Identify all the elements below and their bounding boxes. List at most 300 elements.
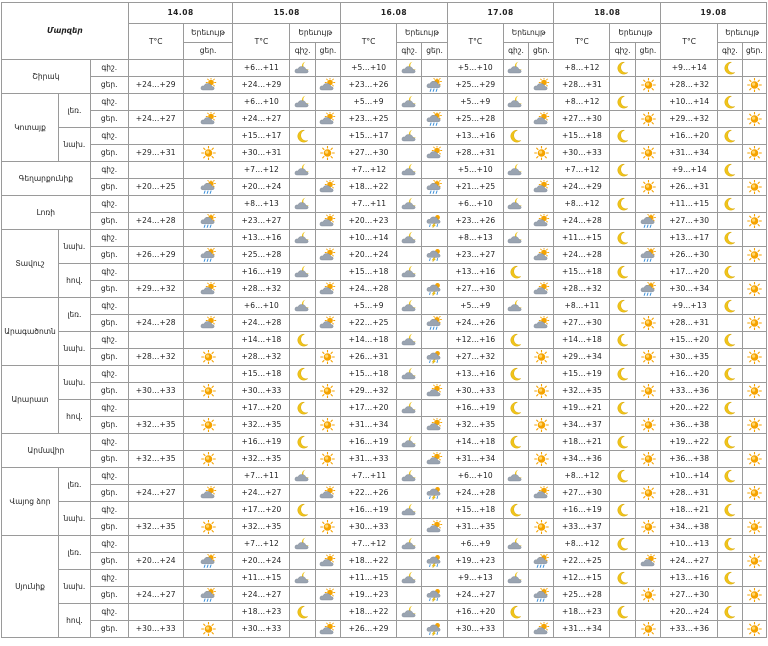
cloud-sun-rain-icon — [533, 590, 550, 599]
night-icon-cell — [397, 536, 422, 553]
sun-icon — [200, 522, 217, 531]
thunderstorm-icon — [426, 352, 443, 361]
region-name: Արագածոտն — [2, 298, 59, 366]
temperature-cell: +18…+22 — [341, 179, 397, 196]
empty-icon-cell — [183, 604, 233, 621]
thunderstorm-icon — [426, 624, 443, 633]
night-icon-cell — [718, 536, 742, 553]
temp-header: T°C — [554, 24, 610, 60]
sun-icon — [640, 624, 657, 633]
moon-icon — [507, 335, 524, 344]
empty-icon-cell — [290, 111, 315, 128]
partly-cloudy-night-icon — [401, 267, 418, 276]
moon-icon — [614, 335, 631, 344]
day-icon-cell — [315, 179, 340, 196]
temperature-cell: +34…+36 — [554, 451, 610, 468]
temperature-cell — [128, 468, 183, 485]
empty-icon-cell — [183, 94, 233, 111]
temperature-cell: +15…+17 — [233, 128, 290, 145]
time-of-day: ցեր. — [90, 553, 128, 570]
partly-cloudy-day-icon — [426, 420, 443, 429]
sun-icon — [746, 284, 763, 293]
empty-icon-cell — [183, 570, 233, 587]
day-icon-cell — [635, 621, 660, 638]
partly-cloudy-night-icon — [401, 199, 418, 208]
temperature-cell: +24…+26 — [447, 315, 503, 332]
day-icon-cell — [635, 519, 660, 536]
moon-icon — [614, 505, 631, 514]
moon-icon — [294, 505, 311, 514]
moon-icon — [721, 369, 738, 378]
temperature-cell: +32…+35 — [128, 451, 183, 468]
time-of-day: ցեր. — [90, 77, 128, 94]
temperature-cell: +18…+23 — [233, 604, 290, 621]
night-icon-cell — [290, 536, 315, 553]
empty-icon-cell — [718, 315, 742, 332]
table-row — [2, 587, 767, 604]
temperature-cell: +8…+12 — [554, 94, 610, 111]
moon-icon — [721, 63, 738, 72]
zone-label: հով. — [59, 264, 91, 298]
empty-icon-cell — [503, 587, 528, 604]
zone-label: նախ. — [59, 332, 91, 366]
temperature-cell: +22…+25 — [554, 553, 610, 570]
temperature-cell: +33…+37 — [554, 519, 610, 536]
day-icon-cell — [742, 519, 766, 536]
table-row — [2, 315, 767, 332]
night-icon-cell — [610, 94, 635, 111]
empty-icon-cell — [503, 145, 528, 162]
empty-icon-cell — [742, 332, 766, 349]
empty-icon-cell — [315, 230, 340, 247]
empty-icon-cell — [503, 553, 528, 570]
temperature-cell: +24…+28 — [554, 213, 610, 230]
zone-label: նախ. — [59, 366, 91, 400]
temperature-cell: +32…+35 — [128, 417, 183, 434]
temperature-cell: +14…+18 — [233, 332, 290, 349]
night-icon-cell — [290, 196, 315, 213]
night-subheader: գիշ. — [397, 43, 422, 60]
temperature-cell: +5…+9 — [341, 94, 397, 111]
night-icon-cell — [397, 298, 422, 315]
partly-cloudy-day-icon — [640, 556, 657, 565]
night-icon-cell — [718, 570, 742, 587]
moon-icon — [294, 403, 311, 412]
empty-icon-cell — [635, 536, 660, 553]
date-header: 14.08 — [128, 3, 233, 24]
partly-cloudy-day-icon — [426, 148, 443, 157]
day-icon-cell — [742, 77, 766, 94]
day-icon-cell — [315, 451, 340, 468]
partly-cloudy-day-icon — [200, 114, 217, 123]
partly-cloudy-day-icon — [319, 590, 336, 599]
night-icon-cell — [610, 264, 635, 281]
temperature-cell: +15…+18 — [233, 366, 290, 383]
temperature-cell: +21…+25 — [447, 179, 503, 196]
temperature-cell: +7…+11 — [341, 196, 397, 213]
cloud-sun-rain-icon — [640, 284, 657, 293]
day-icon-cell — [742, 587, 766, 604]
day-icon-cell — [183, 553, 233, 570]
night-icon-cell — [718, 162, 742, 179]
sun-icon — [746, 250, 763, 259]
region-name: Լոռի — [2, 196, 91, 230]
temperature-cell: +23…+27 — [233, 213, 290, 230]
empty-icon-cell — [183, 400, 233, 417]
zone-label: նախ. — [59, 230, 91, 264]
temperature-cell: +5…+9 — [447, 298, 503, 315]
empty-icon-cell — [742, 502, 766, 519]
empty-icon-cell — [290, 519, 315, 536]
empty-icon-cell — [718, 553, 742, 570]
moon-icon — [614, 539, 631, 548]
thunderstorm-icon — [426, 284, 443, 293]
moon-icon — [721, 403, 738, 412]
temperature-cell: +13…+16 — [661, 570, 718, 587]
empty-icon-cell — [315, 60, 340, 77]
day-icon-cell — [635, 281, 660, 298]
empty-icon-cell — [610, 587, 635, 604]
temp-header: T°C — [447, 24, 503, 60]
temperature-cell: +28…+31 — [554, 77, 610, 94]
night-icon-cell — [718, 366, 742, 383]
day-icon-cell — [183, 315, 233, 332]
night-icon-cell — [503, 434, 528, 451]
temperature-cell: +16…+19 — [341, 502, 397, 519]
empty-icon-cell — [397, 179, 422, 196]
empty-icon-cell — [422, 502, 447, 519]
night-icon-cell — [290, 332, 315, 349]
empty-icon-cell — [635, 400, 660, 417]
temperature-cell — [128, 264, 183, 281]
sun-icon — [746, 352, 763, 361]
temperature-cell: +11…+15 — [233, 570, 290, 587]
night-icon-cell — [718, 434, 742, 451]
empty-icon-cell — [529, 604, 554, 621]
temperature-cell: +16…+20 — [661, 128, 718, 145]
moon-icon — [614, 199, 631, 208]
empty-icon-cell — [397, 315, 422, 332]
empty-icon-cell — [718, 587, 742, 604]
temperature-cell: +24…+27 — [128, 485, 183, 502]
night-icon-cell — [610, 230, 635, 247]
temperature-cell: +6…+11 — [233, 60, 290, 77]
date-header: 15.08 — [233, 3, 341, 24]
temperature-cell: +15…+17 — [341, 128, 397, 145]
temperature-cell: +23…+27 — [447, 247, 503, 264]
empty-icon-cell — [183, 536, 233, 553]
empty-icon-cell — [635, 230, 660, 247]
sun-icon — [533, 352, 550, 361]
temperature-cell: +6…+10 — [233, 94, 290, 111]
empty-icon-cell — [529, 230, 554, 247]
day-icon-cell — [422, 145, 447, 162]
empty-icon-cell — [718, 77, 742, 94]
temperature-cell: +5…+10 — [341, 60, 397, 77]
sun-icon — [319, 148, 336, 157]
day-icon-cell — [742, 451, 766, 468]
empty-icon-cell — [183, 264, 233, 281]
day-icon-cell — [183, 213, 233, 230]
empty-icon-cell — [422, 196, 447, 213]
partly-cloudy-day-icon — [426, 386, 443, 395]
temperature-cell — [128, 128, 183, 145]
temperature-cell: +24…+29 — [233, 77, 290, 94]
temperature-cell: +28…+31 — [661, 315, 718, 332]
partly-cloudy-night-icon — [294, 199, 311, 208]
temperature-cell: +24…+28 — [128, 315, 183, 332]
temperature-cell: +17…+20 — [233, 400, 290, 417]
empty-icon-cell — [422, 536, 447, 553]
night-icon-cell — [503, 400, 528, 417]
empty-icon-cell — [742, 196, 766, 213]
temperature-cell: +25…+28 — [447, 111, 503, 128]
temperature-cell: +10…+14 — [661, 468, 718, 485]
day-icon-cell — [529, 553, 554, 570]
empty-icon-cell — [422, 332, 447, 349]
sun-icon — [640, 386, 657, 395]
night-icon-cell — [503, 162, 528, 179]
day-icon-cell — [742, 179, 766, 196]
empty-icon-cell — [503, 621, 528, 638]
table-row — [2, 111, 767, 128]
time-of-day: գիշ. — [90, 230, 128, 247]
empty-icon-cell — [529, 570, 554, 587]
day-icon-cell — [529, 145, 554, 162]
temperature-cell: +20…+25 — [128, 179, 183, 196]
day-icon-cell — [742, 145, 766, 162]
day-icon-cell — [529, 281, 554, 298]
temperature-cell: +14…+18 — [554, 332, 610, 349]
partly-cloudy-day-icon — [200, 488, 217, 497]
day-icon-cell — [183, 519, 233, 536]
empty-icon-cell — [718, 519, 742, 536]
empty-icon-cell — [635, 162, 660, 179]
table-title: Մարզեր — [2, 3, 129, 60]
date-header: 19.08 — [661, 3, 767, 24]
temperature-cell: +10…+14 — [661, 94, 718, 111]
zone-label: լեռ. — [59, 298, 91, 332]
temperature-cell — [128, 502, 183, 519]
empty-icon-cell — [422, 366, 447, 383]
cloud-sun-rain-icon — [200, 250, 217, 259]
day-icon-cell — [635, 451, 660, 468]
partly-cloudy-night-icon — [401, 165, 418, 174]
forecast-page — [0, 2, 768, 646]
partly-cloudy-night-icon — [507, 165, 524, 174]
night-icon-cell — [290, 468, 315, 485]
table-row — [2, 417, 767, 434]
sun-icon — [200, 148, 217, 157]
night-icon-cell — [503, 264, 528, 281]
night-icon-cell — [397, 332, 422, 349]
temperature-cell: +23…+26 — [341, 77, 397, 94]
day-icon-cell — [635, 587, 660, 604]
temperature-cell: +20…+24 — [233, 179, 290, 196]
empty-icon-cell — [397, 145, 422, 162]
temperature-cell: +25…+28 — [554, 587, 610, 604]
temperature-cell: +15…+18 — [554, 128, 610, 145]
temperature-cell: +24…+27 — [447, 587, 503, 604]
night-icon-cell — [718, 60, 742, 77]
night-icon-cell — [503, 94, 528, 111]
temperature-cell — [128, 400, 183, 417]
empty-icon-cell — [315, 94, 340, 111]
empty-icon-cell — [529, 502, 554, 519]
temperature-cell: +22…+26 — [341, 485, 397, 502]
table-row — [2, 213, 767, 230]
night-icon-cell — [397, 400, 422, 417]
empty-icon-cell — [422, 298, 447, 315]
temperature-cell: +30…+35 — [661, 349, 718, 366]
temperature-cell: +30…+31 — [233, 145, 290, 162]
day-icon-cell — [529, 77, 554, 94]
temperature-cell: +23…+26 — [447, 213, 503, 230]
temperature-cell: +32…+35 — [233, 451, 290, 468]
cloud-sun-rain-icon — [640, 216, 657, 225]
day-icon-cell — [315, 417, 340, 434]
empty-icon-cell — [610, 553, 635, 570]
night-icon-cell — [397, 94, 422, 111]
night-icon-cell — [610, 60, 635, 77]
night-icon-cell — [503, 128, 528, 145]
temperature-cell: +16…+20 — [661, 366, 718, 383]
temperature-cell: +26…+31 — [661, 179, 718, 196]
day-icon-cell — [422, 383, 447, 400]
partly-cloudy-day-icon — [533, 488, 550, 497]
night-icon-cell — [610, 570, 635, 587]
empty-icon-cell — [315, 536, 340, 553]
day-icon-cell — [635, 417, 660, 434]
temperature-cell: +26…+30 — [661, 247, 718, 264]
phenomena-header: Երեւույթ — [503, 24, 554, 43]
temperature-cell: +15…+18 — [341, 366, 397, 383]
empty-icon-cell — [635, 128, 660, 145]
empty-icon-cell — [503, 349, 528, 366]
temperature-cell: +18…+22 — [341, 553, 397, 570]
sun-icon — [746, 182, 763, 191]
empty-icon-cell — [183, 332, 233, 349]
empty-icon-cell — [397, 587, 422, 604]
empty-icon-cell — [397, 417, 422, 434]
empty-icon-cell — [422, 60, 447, 77]
moon-icon — [507, 369, 524, 378]
day-icon-cell — [315, 485, 340, 502]
empty-icon-cell — [503, 451, 528, 468]
temperature-cell: +6…+10 — [447, 468, 503, 485]
day-icon-cell — [422, 111, 447, 128]
day-subheader: ցեր. — [183, 43, 233, 60]
empty-icon-cell — [635, 298, 660, 315]
day-icon-cell — [183, 621, 233, 638]
day-icon-cell — [635, 553, 660, 570]
time-of-day: գիշ. — [90, 536, 128, 553]
empty-icon-cell — [635, 366, 660, 383]
sun-icon — [640, 352, 657, 361]
empty-icon-cell — [742, 434, 766, 451]
phenomena-header: Երեւույթ — [718, 24, 767, 43]
night-icon-cell — [718, 128, 742, 145]
moon-icon — [721, 233, 738, 242]
table-row — [2, 179, 767, 196]
night-icon-cell — [718, 502, 742, 519]
date-header: 18.08 — [554, 3, 661, 24]
day-icon-cell — [183, 417, 233, 434]
table-row — [2, 196, 767, 213]
partly-cloudy-night-icon — [294, 63, 311, 72]
temperature-cell: +31…+34 — [341, 417, 397, 434]
night-icon-cell — [397, 366, 422, 383]
day-icon-cell — [635, 485, 660, 502]
empty-icon-cell — [397, 485, 422, 502]
table-row — [2, 162, 767, 179]
empty-icon-cell — [718, 111, 742, 128]
time-of-day: ցեր. — [90, 485, 128, 502]
temperature-cell — [128, 196, 183, 213]
night-icon-cell — [503, 604, 528, 621]
temperature-cell: +18…+21 — [661, 502, 718, 519]
night-icon-cell — [397, 60, 422, 77]
temperature-cell: +20…+23 — [341, 213, 397, 230]
temperature-cell — [128, 536, 183, 553]
day-icon-cell — [635, 179, 660, 196]
temperature-cell: +14…+18 — [447, 434, 503, 451]
partly-cloudy-day-icon — [426, 522, 443, 531]
temp-header: T°C — [233, 24, 290, 60]
sun-icon — [640, 590, 657, 599]
temperature-cell: +19…+22 — [661, 434, 718, 451]
empty-icon-cell — [718, 247, 742, 264]
partly-cloudy-day-icon — [319, 624, 336, 633]
temp-header: T°C — [341, 24, 397, 60]
empty-icon-cell — [290, 553, 315, 570]
empty-icon-cell — [718, 179, 742, 196]
partly-cloudy-night-icon — [507, 97, 524, 106]
day-icon-cell — [742, 315, 766, 332]
temperature-cell: +8…+13 — [447, 230, 503, 247]
day-icon-cell — [529, 519, 554, 536]
partly-cloudy-night-icon — [294, 573, 311, 582]
time-of-day: գիշ. — [90, 298, 128, 315]
temperature-cell: +7…+12 — [341, 536, 397, 553]
night-icon-cell — [290, 128, 315, 145]
temperature-cell: +8…+12 — [554, 196, 610, 213]
day-icon-cell — [529, 111, 554, 128]
partly-cloudy-day-icon — [319, 318, 336, 327]
day-icon-cell — [529, 451, 554, 468]
day-icon-cell — [422, 281, 447, 298]
moon-icon — [294, 607, 311, 616]
empty-icon-cell — [718, 281, 742, 298]
day-icon-cell — [742, 111, 766, 128]
temperature-cell: +32…+35 — [233, 519, 290, 536]
cloud-sun-rain-icon — [200, 216, 217, 225]
sun-icon — [640, 318, 657, 327]
moon-icon — [721, 97, 738, 106]
day-icon-cell — [635, 77, 660, 94]
night-icon-cell — [718, 468, 742, 485]
empty-icon-cell — [718, 145, 742, 162]
phenomena-header: Երեւույթ — [397, 24, 448, 43]
moon-icon — [507, 403, 524, 412]
moon-icon — [294, 369, 311, 378]
temperature-cell: +24…+29 — [554, 179, 610, 196]
empty-icon-cell — [610, 145, 635, 162]
table-row — [2, 383, 767, 400]
temperature-cell: +26…+29 — [341, 621, 397, 638]
temperature-cell: +31…+34 — [661, 145, 718, 162]
region-name: Կոտայք — [2, 94, 59, 162]
